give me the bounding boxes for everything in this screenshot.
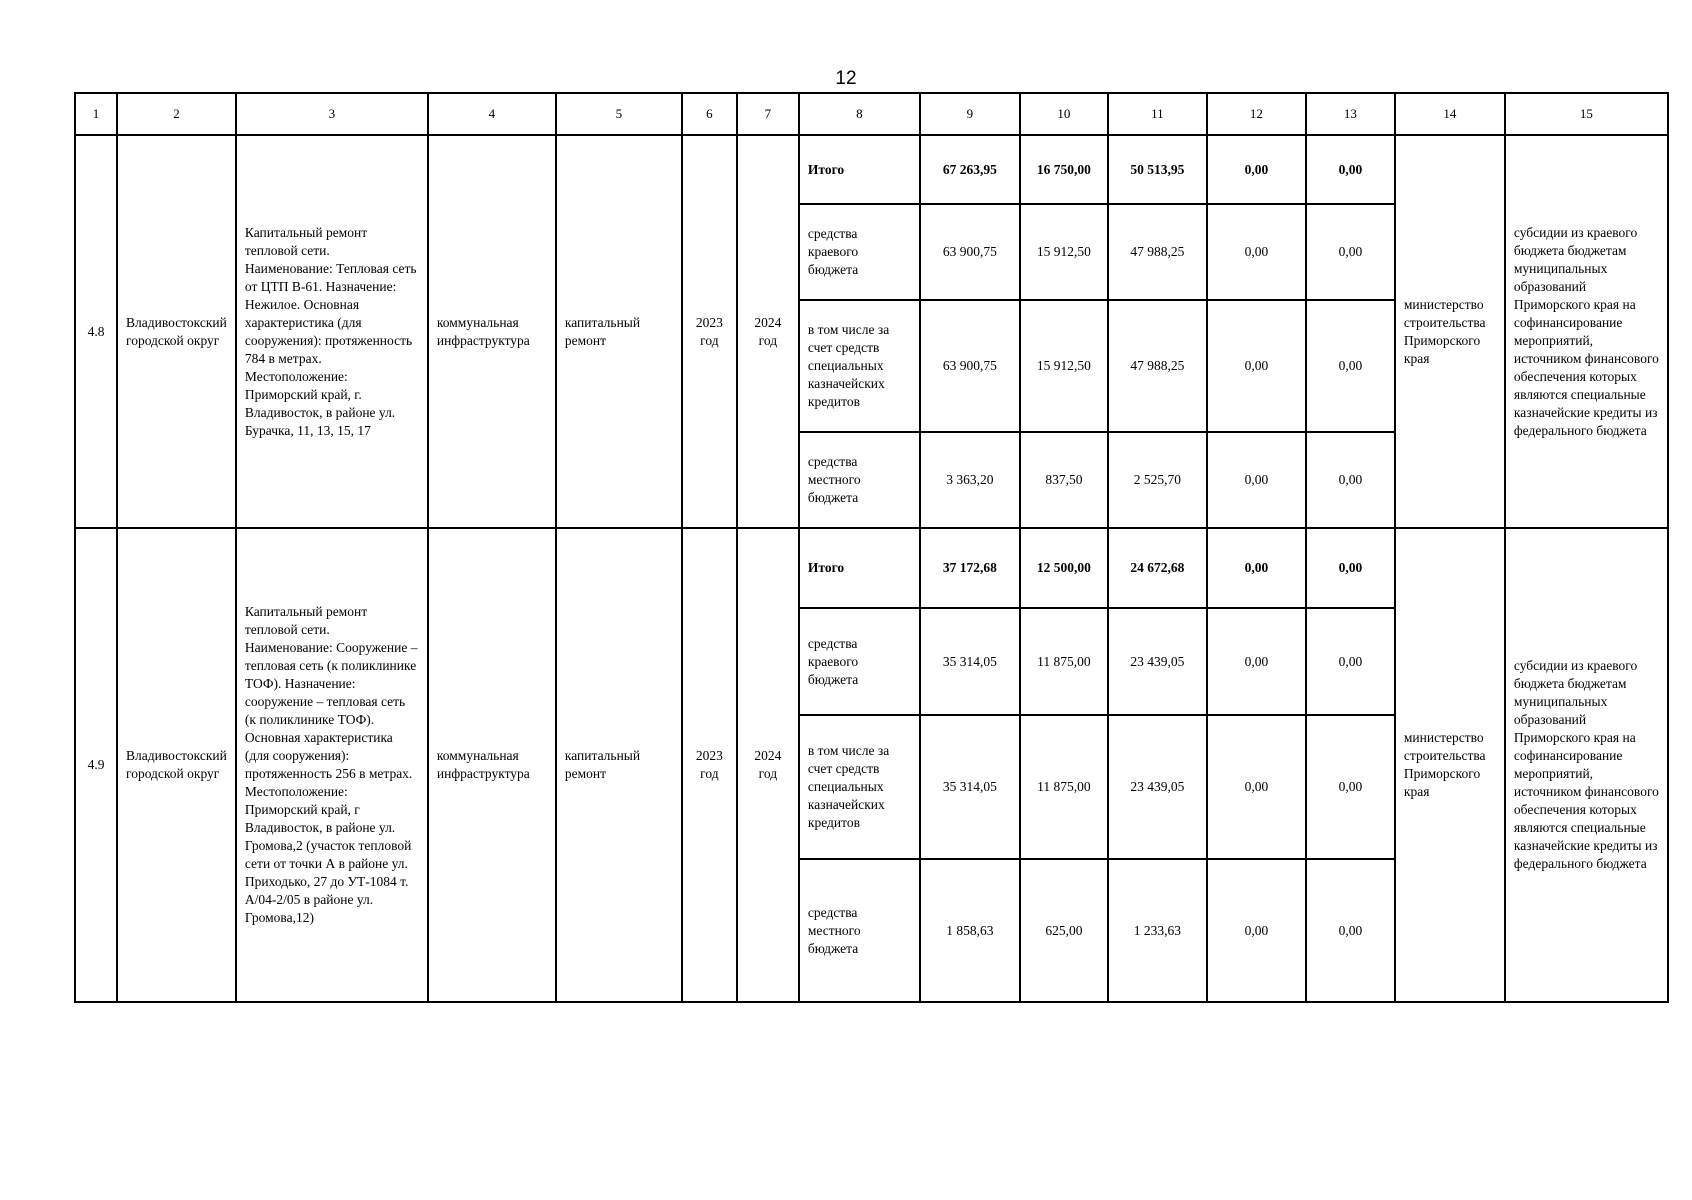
amount-col13: 0,00 [1306,608,1395,715]
funding-label: в том числе за счет средств специальных казначейских кредитов [799,715,920,859]
column-header: 7 [737,93,799,135]
amount-2023: 15 912,50 [1020,300,1108,432]
funding-note: субсидии из краевого бюджета бюджетам муниципальных образований Приморского края на софинансирование мероприятий, источником финансового обеспечения которых являются специальные казначейские кредиты из федерального бюджета [1505,135,1668,528]
funding-label: в том числе за счет средств специальных казначейских кредитов [799,300,920,432]
funding-label: средства краевого бюджета [799,204,920,300]
amount-2024: 47 988,25 [1108,300,1207,432]
funding-label: средства краевого бюджета [799,608,920,715]
total-amount: 67 263,95 [920,135,1020,204]
work-type: капитальный ремонт [556,135,682,528]
funding-label: Итого [799,528,920,608]
column-header: 12 [1207,93,1306,135]
column-header: 14 [1395,93,1505,135]
column-header: 1 [75,93,117,135]
amount-2023: 11 875,00 [1020,608,1108,715]
amount-2023: 625,00 [1020,859,1108,1002]
column-header: 8 [799,93,920,135]
total-amount: 1 858,63 [920,859,1020,1002]
page-number: 12 [835,68,857,89]
column-header: 5 [556,93,682,135]
amount-col13: 0,00 [1306,432,1395,528]
total-amount: 63 900,75 [920,300,1020,432]
amount-col13: 0,00 [1306,135,1395,204]
municipality: Владивостокский городской округ [117,135,236,528]
amount-2023: 12 500,00 [1020,528,1108,608]
funding-label: средства местного бюджета [799,432,920,528]
funding-label: Итого [799,135,920,204]
item-number: 4.9 [75,528,117,1002]
sector: коммунальная инфраструктура [428,135,556,528]
amount-2023: 837,50 [1020,432,1108,528]
start-year: 2023 год [682,135,737,528]
total-amount: 3 363,20 [920,432,1020,528]
start-year: 2023 год [682,528,737,1002]
amount-col13: 0,00 [1306,204,1395,300]
municipality: Владивостокский городской округ [117,528,236,1002]
table-row [75,528,1668,608]
amount-2024: 23 439,05 [1108,715,1207,859]
column-header: 11 [1108,93,1207,135]
item-number: 4.8 [75,135,117,528]
amount-col12: 0,00 [1207,300,1306,432]
amount-col12: 0,00 [1207,608,1306,715]
amount-col12: 0,00 [1207,528,1306,608]
column-header: 13 [1306,93,1395,135]
responsible-body: министерство строительства Приморского края [1395,135,1505,528]
object-description: Капитальный ремонт тепловой сети. Наименование: Сооружение – тепловая сеть (к поликлинике ТОФ). Назначение: сооружение – тепловая сеть (к поликлинике ТОФ). Основная характеристика (для сооружения): протяженность 256 в метрах. Местоположение: Приморский край, г Владивосток, в районе ул. Громова,2 (участок тепловой сети от точки А в районе ул. Приходько, 27 до УТ-1084 т. А/04-2/05 в районе ул. Громова,12) [236,528,428,1002]
amount-col13: 0,00 [1306,528,1395,608]
total-amount: 35 314,05 [920,608,1020,715]
amount-2023: 11 875,00 [1020,715,1108,859]
column-header: 6 [682,93,737,135]
column-header: 3 [236,93,428,135]
amount-col13: 0,00 [1306,859,1395,1002]
funding-label: средства местного бюджета [799,859,920,1002]
work-type: капитальный ремонт [556,528,682,1002]
program-table [74,92,1669,1003]
column-header: 10 [1020,93,1108,135]
amount-2023: 15 912,50 [1020,204,1108,300]
end-year: 2024 год [737,528,799,1002]
amount-2024: 1 233,63 [1108,859,1207,1002]
column-header: 2 [117,93,236,135]
funding-note: субсидии из краевого бюджета бюджетам муниципальных образований Приморского края на софинансирование мероприятий, источником финансового обеспечения которых являются специальные казначейские кредиты из федерального бюджета [1505,528,1668,1002]
responsible-body: министерство строительства Приморского края [1395,528,1505,1002]
amount-2024: 2 525,70 [1108,432,1207,528]
amount-col13: 0,00 [1306,300,1395,432]
amount-col12: 0,00 [1207,715,1306,859]
total-amount: 35 314,05 [920,715,1020,859]
amount-col12: 0,00 [1207,204,1306,300]
amount-2024: 47 988,25 [1108,204,1207,300]
table-row [75,135,1668,204]
amount-col12: 0,00 [1207,859,1306,1002]
amount-col12: 0,00 [1207,135,1306,204]
amount-col13: 0,00 [1306,715,1395,859]
column-header: 15 [1505,93,1668,135]
column-number-row [75,93,1668,135]
object-description: Капитальный ремонт тепловой сети. Наименование: Тепловая сеть от ЦТП В-61. Назначение: Нежилое. Основная характеристика (для сооружения): протяженность 784 в метрах. Местоположение: Приморский край, г. Владивосток, в районе ул. Бурачка, 11, 13, 15, 17 [236,135,428,528]
column-header: 4 [428,93,556,135]
end-year: 2024 год [737,135,799,528]
amount-2024: 50 513,95 [1108,135,1207,204]
amount-2024: 23 439,05 [1108,608,1207,715]
sector: коммунальная инфраструктура [428,528,556,1002]
total-amount: 63 900,75 [920,204,1020,300]
column-header: 9 [920,93,1020,135]
amount-2023: 16 750,00 [1020,135,1108,204]
amount-col12: 0,00 [1207,432,1306,528]
amount-2024: 24 672,68 [1108,528,1207,608]
total-amount: 37 172,68 [920,528,1020,608]
